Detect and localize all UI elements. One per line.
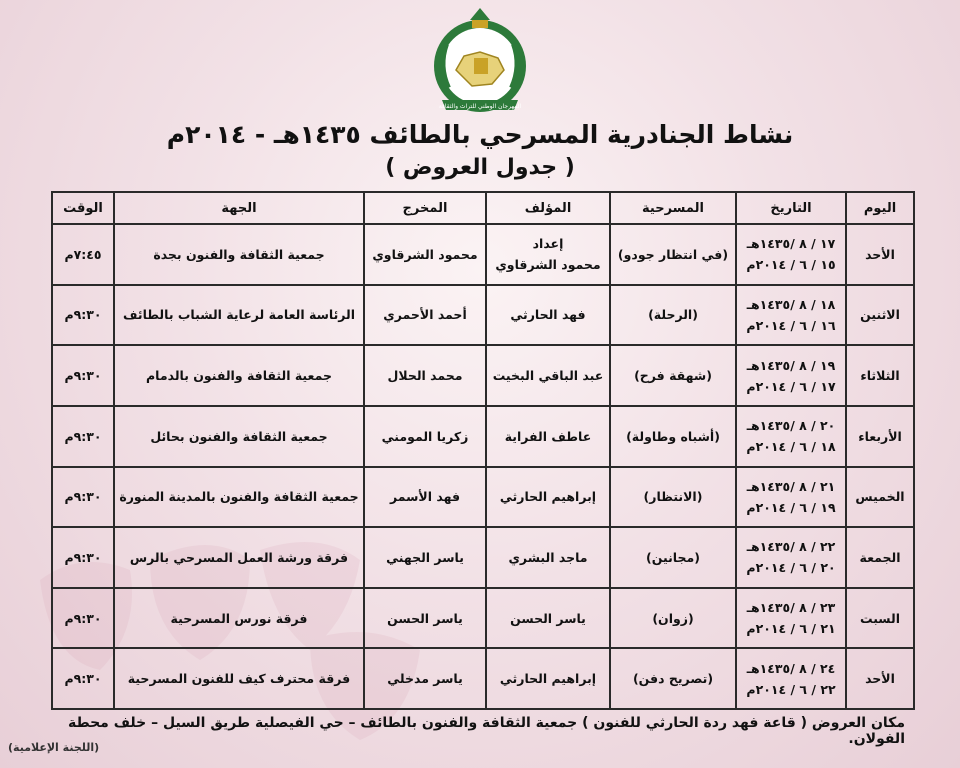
cell-play: (أشباه وطاولة) — [610, 406, 736, 467]
author-line-1: ياسر الحسن — [510, 610, 586, 626]
cell-time: ٩:٣٠م — [52, 588, 114, 649]
cell-play: (في انتظار جودو) — [610, 224, 736, 285]
author-line-2: محمود الشرقاوي — [495, 257, 601, 273]
cell-day: الثلاثاء — [846, 345, 914, 406]
date-gregorian: ١٦ / ٦ / ٢٠١٤م — [746, 317, 836, 333]
date-hijri: ٢٠ / ٨ /١٤٣٥هـ — [746, 418, 836, 434]
cell-day: الأحد — [846, 224, 914, 285]
cell-date — [736, 345, 846, 406]
cell-day: السبت — [846, 588, 914, 649]
cell-director: فهد الأسمر — [364, 467, 486, 528]
column-header-play: المسرحية — [610, 192, 736, 224]
date-hijri: ٢٢ / ٨ /١٤٣٥هـ — [746, 539, 836, 555]
cell-time: ٧:٤٥م — [52, 224, 114, 285]
cell-play: (شهقة فرح) — [610, 345, 736, 406]
cell-organization: فرقة محترف كيف للفنون المسرحية — [114, 648, 364, 709]
cell-director: محمد الحلال — [364, 345, 486, 406]
cell-time: ٩:٣٠م — [52, 345, 114, 406]
cell-date — [736, 467, 846, 528]
column-header-day: اليوم — [846, 192, 914, 224]
author-line-1: عاطف الفراية — [504, 428, 592, 444]
cell-date — [736, 527, 846, 588]
cell-date — [736, 224, 846, 285]
cell-time: ٩:٣٠م — [52, 406, 114, 467]
cell-day: الأربعاء — [846, 406, 914, 467]
column-header-time: الوقت — [52, 192, 114, 224]
cell-day: الأحد — [846, 648, 914, 709]
cell-author — [486, 467, 610, 528]
cell-director: أحمد الأحمري — [364, 285, 486, 346]
date-hijri: ٢٤ / ٨ /١٤٣٥هـ — [746, 660, 836, 676]
column-header-director: المخرج — [364, 192, 486, 224]
cell-author — [486, 224, 610, 285]
cell-organization: فرقة نورس المسرحية — [114, 588, 364, 649]
cell-director: ياسر الحسن — [364, 588, 486, 649]
logo-lettering: المهرجان الوطني للتراث والثقافة — [438, 103, 522, 110]
cell-date — [736, 406, 846, 467]
author-line-1: عبد الباقي البخيت — [492, 368, 604, 384]
cell-author — [486, 345, 610, 406]
cell-day: الاثنين — [846, 285, 914, 346]
cell-play: (تصريح دفن) — [610, 648, 736, 709]
column-header-author: المؤلف — [486, 192, 610, 224]
table-row — [52, 467, 914, 528]
cell-organization: جمعية الثقافة والفنون بحائل — [114, 406, 364, 467]
cell-day: الخميس — [846, 467, 914, 528]
table-row — [52, 285, 914, 346]
date-hijri: ١٩ / ٨ /١٤٣٥هـ — [746, 357, 836, 373]
cell-author — [486, 285, 610, 346]
author-line-1: إبراهيم الحارثي — [499, 489, 597, 505]
media-committee-label: (اللجنة الإعلامية) — [8, 741, 100, 754]
table-row — [52, 527, 914, 588]
cell-organization: فرقة ورشة العمل المسرحي بالرس — [114, 527, 364, 588]
cell-time: ٩:٣٠م — [52, 285, 114, 346]
cell-organization: جمعية الثقافة والفنون بجدة — [114, 224, 364, 285]
author-line-1: إبراهيم الحارثي — [499, 671, 597, 687]
author-line-1: فهد الحارثي — [510, 307, 586, 323]
date-gregorian: ٢١ / ٦ / ٢٠١٤م — [746, 621, 836, 637]
venue-note: مكان العروض ( قاعة فهد ردة الحارثي للفنون ) جمعية الثقافة والفنون بالطائف – حي الفيصلية طريق السيل – خلف محطة الفولان. — [67, 715, 905, 747]
cell-play: (مجانين) — [610, 527, 736, 588]
page-subtitle: ( جدول العروض ) — [385, 155, 575, 180]
table-row — [52, 648, 914, 709]
cell-day: الجمعة — [846, 527, 914, 588]
column-header-organization: الجهة — [114, 192, 364, 224]
cell-director: ياسر مدخلي — [364, 648, 486, 709]
table-row — [52, 406, 914, 467]
date-gregorian: ١٥ / ٦ / ٢٠١٤م — [746, 257, 836, 273]
festival-logo — [420, 4, 540, 116]
cell-play: (الانتظار) — [610, 467, 736, 528]
cell-time: ٩:٣٠م — [52, 648, 114, 709]
cell-play: (الرحلة) — [610, 285, 736, 346]
cell-author — [486, 406, 610, 467]
cell-date — [736, 648, 846, 709]
cell-director: محمود الشرقاوي — [364, 224, 486, 285]
cell-organization: جمعية الثقافة والفنون بالدمام — [114, 345, 364, 406]
cell-play: (زوان) — [610, 588, 736, 649]
column-header-date: التاريخ — [736, 192, 846, 224]
cell-director: ياسر الجهني — [364, 527, 486, 588]
date-gregorian: ٢٢ / ٦ / ٢٠١٤م — [746, 681, 836, 697]
table-header-row — [52, 192, 914, 224]
cell-director: زكريا المومني — [364, 406, 486, 467]
date-gregorian: ٢٠ / ٦ / ٢٠١٤م — [746, 560, 836, 576]
schedule-table — [51, 191, 915, 710]
cell-date — [736, 285, 846, 346]
table-row — [52, 224, 914, 285]
emblem-icon — [420, 4, 540, 116]
page-title: نشاط الجنادرية المسرحي بالطائف ١٤٣٥هـ - ٢٠١٤م — [166, 120, 794, 149]
cell-date — [736, 588, 846, 649]
date-gregorian: ١٧ / ٦ / ٢٠١٤م — [746, 378, 836, 394]
author-line-1: ماجد البشري — [508, 549, 588, 565]
cell-time: ٩:٣٠م — [52, 527, 114, 588]
cell-author — [486, 588, 610, 649]
cell-organization: الرئاسة العامة لرعاية الشباب بالطائف — [114, 285, 364, 346]
table-row — [52, 588, 914, 649]
cell-author — [486, 527, 610, 588]
author-line-1: إعداد — [532, 236, 564, 252]
table-row — [52, 345, 914, 406]
date-hijri: ٢٣ / ٨ /١٤٣٥هـ — [746, 600, 836, 616]
cell-time: ٩:٣٠م — [52, 467, 114, 528]
date-gregorian: ١٨ / ٦ / ٢٠١٤م — [746, 439, 836, 455]
date-hijri: ١٨ / ٨ /١٤٣٥هـ — [746, 296, 836, 312]
date-gregorian: ١٩ / ٦ / ٢٠١٤م — [746, 499, 836, 515]
date-hijri: ٢١ / ٨ /١٤٣٥هـ — [746, 478, 836, 494]
cell-author — [486, 648, 610, 709]
cell-organization: جمعية الثقافة والفنون بالمدينة المنورة — [114, 467, 364, 528]
date-hijri: ١٧ / ٨ /١٤٣٥هـ — [746, 236, 836, 252]
